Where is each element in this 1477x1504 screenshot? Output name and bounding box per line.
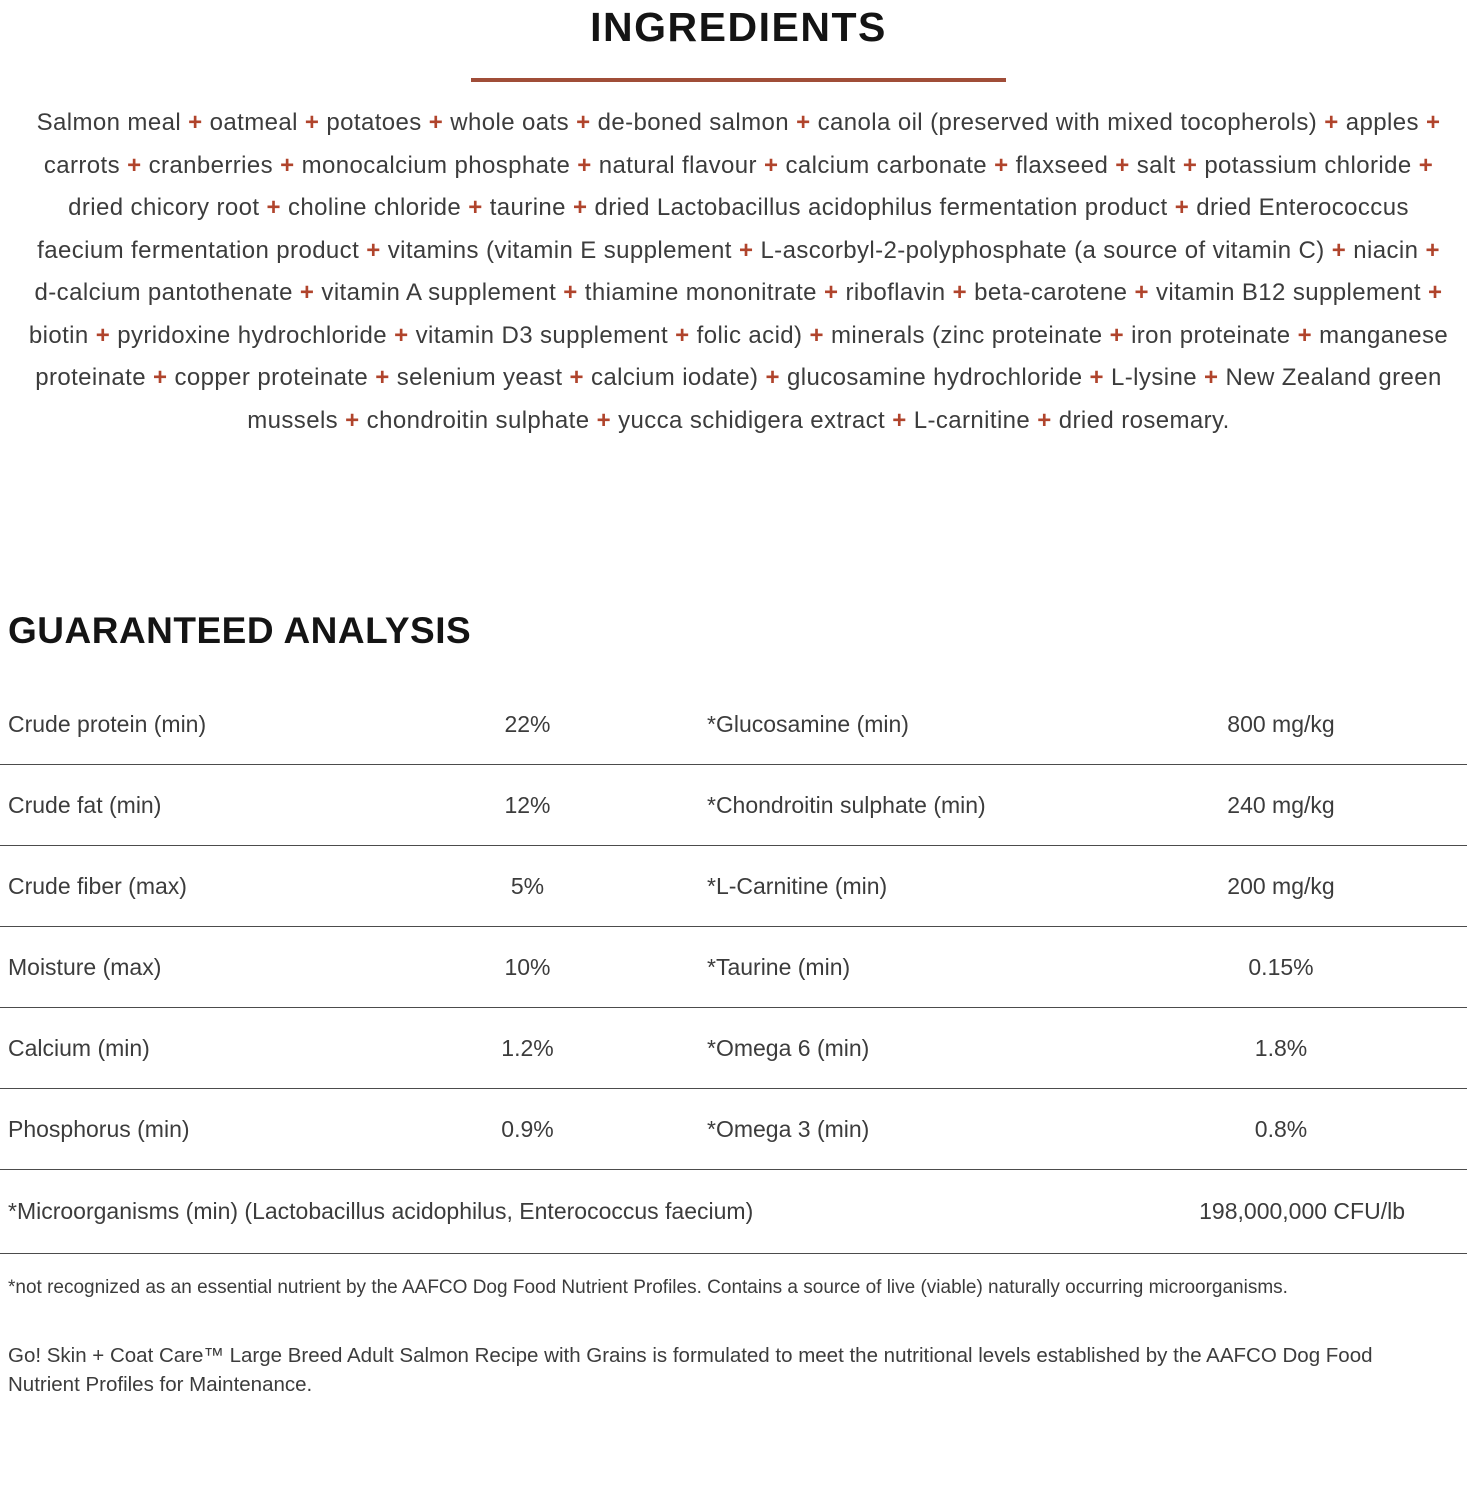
ingredient-segment: apples	[1345, 109, 1419, 136]
ga-nutrient-label: *Omega 6 (min)	[707, 1034, 870, 1061]
plus-separator: +	[809, 321, 824, 349]
ingredient-segment: L-carnitine	[913, 406, 1031, 434]
ga-row	[0, 927, 1467, 1008]
ingredient-segment: beta-carotene	[974, 279, 1128, 306]
ingredient-segment: vitamins (vitamin E supplement	[387, 236, 732, 264]
plus-separator: +	[675, 321, 690, 349]
ingredient-segment: whole oats	[450, 109, 570, 136]
ga-nutrient-value: 0.15%	[1248, 953, 1314, 980]
ingredient-segment: L-ascorbyl-2-polyphosphate (a source of vitamin C)	[760, 236, 1325, 264]
plus-separator: +	[366, 236, 381, 264]
ga-row-right	[695, 1116, 1467, 1143]
ingredient-segment: dried Enterococcus faecium fermentation product	[37, 194, 1409, 264]
plus-separator: +	[345, 406, 360, 434]
ingredient-segment: d-calcium pantothenate	[34, 279, 293, 306]
plus-separator: +	[892, 406, 907, 434]
ga-row-left	[0, 1035, 695, 1062]
ga-row	[0, 846, 1467, 927]
plus-separator: +	[304, 109, 320, 136]
ingredient-segment: chondroitin sulphate	[366, 406, 590, 434]
microorganisms-label: *Microorganisms (min) (Lactobacillus acidophilus, Enterococcus faecium)	[8, 1198, 754, 1224]
ga-row-right	[695, 711, 1467, 738]
plus-separator: +	[1109, 321, 1124, 349]
plus-separator: +	[573, 194, 588, 221]
ga-nutrient-value: 0.9%	[501, 1115, 554, 1142]
plus-separator: +	[576, 109, 591, 136]
ga-row-right	[695, 792, 1467, 819]
ingredient-segment: calcium iodate)	[590, 364, 759, 391]
plus-separator: +	[952, 279, 968, 306]
product-info-panel	[0, 4, 1477, 1399]
plus-separator: +	[577, 151, 592, 179]
ingredient-segment: de-boned salmon	[597, 109, 790, 136]
plus-separator: +	[763, 151, 779, 179]
ga-nutrient-label: Moisture (max)	[8, 953, 162, 980]
plus-separator: +	[994, 151, 1009, 179]
ga-nutrient-value: 0.8%	[1254, 1115, 1308, 1142]
guaranteed-analysis-title: GUARANTEED ANALYSIS	[8, 610, 472, 651]
ingredients-text	[27, 102, 1451, 442]
plus-separator: +	[1174, 194, 1190, 221]
ga-row	[0, 1008, 1467, 1089]
plus-separator: +	[1204, 364, 1219, 391]
plus-separator: +	[765, 364, 780, 391]
ingredient-segment: glucosamine hydrochloride	[786, 364, 1083, 391]
plus-separator: +	[824, 279, 839, 306]
plus-separator: +	[1182, 151, 1198, 179]
ingredient-segment: Salmon meal	[36, 109, 182, 136]
ingredient-segment: pyridoxine hydrochloride	[117, 321, 387, 349]
microorganisms-row	[0, 1170, 1467, 1254]
ga-nutrient-label: *Chondroitin sulphate (min)	[707, 791, 986, 818]
plus-separator: +	[468, 194, 483, 221]
ingredient-segment: niacin	[1353, 236, 1419, 264]
ga-row	[0, 765, 1467, 846]
ga-row-right	[695, 954, 1467, 981]
plus-separator: +	[1297, 321, 1312, 349]
ga-row	[0, 1089, 1467, 1170]
ga-nutrient-label: Crude protein (min)	[8, 710, 207, 737]
plus-separator: +	[1331, 236, 1347, 264]
ingredient-segment: dried chicory root	[68, 194, 260, 221]
ingredient-segment: monocalcium phosphate	[301, 151, 571, 179]
plus-separator: +	[299, 279, 315, 306]
ga-nutrient-label: *Glucosamine (min)	[707, 710, 909, 737]
ingredient-segment: taurine	[489, 194, 566, 221]
ingredient-segment: riboflavin	[845, 279, 946, 306]
microorganisms-value: 198,000,000 CFU/lb	[1199, 1198, 1405, 1224]
plus-separator: +	[153, 364, 168, 391]
ingredient-segment: canola oil (preserved with mixed tocopherols)	[817, 109, 1318, 136]
ingredient-segment: minerals (zinc proteinate	[831, 321, 1103, 349]
ingredient-segment: dried Lactobacillus acidophilus fermentation product	[594, 194, 1168, 221]
ingredient-segment: New Zealand green mussels	[247, 364, 1442, 434]
ingredient-segment: vitamin D3 supplement	[415, 321, 669, 349]
plus-separator: +	[266, 194, 281, 221]
ingredient-segment: carrots	[43, 151, 121, 179]
ga-nutrient-label: *L-Carnitine (min)	[707, 872, 888, 899]
ingredient-segment: calcium carbonate	[785, 151, 988, 179]
plus-separator: +	[796, 109, 811, 136]
ingredient-segment: yucca schidigera extract	[618, 406, 886, 434]
ingredient-segment: natural flavour	[598, 151, 757, 179]
ga-row-left	[0, 792, 695, 819]
ingredient-segment: salt	[1136, 151, 1176, 179]
ga-row-left	[0, 1116, 695, 1143]
plus-separator: +	[1425, 236, 1440, 264]
ga-row-left	[0, 711, 695, 738]
plus-separator: +	[1425, 109, 1441, 136]
plus-separator: +	[563, 279, 578, 306]
ingredient-segment: copper proteinate	[174, 364, 369, 391]
ga-nutrient-label: Calcium (min)	[8, 1034, 150, 1061]
ingredient-segment: L-lysine	[1111, 364, 1197, 391]
ga-nutrient-value: 10%	[504, 953, 551, 980]
ingredient-segment: choline chloride	[287, 194, 462, 221]
ingredient-segment: folic acid)	[696, 321, 803, 349]
title-underline-rule	[471, 78, 1006, 82]
ga-nutrient-value: 800 mg/kg	[1227, 710, 1335, 737]
plus-separator: +	[1115, 151, 1130, 179]
ingredient-segment: vitamin A supplement	[321, 279, 557, 306]
guaranteed-analysis-table	[0, 684, 1467, 1254]
plus-separator: +	[738, 236, 754, 264]
plus-separator: +	[188, 109, 203, 136]
plus-separator: +	[569, 364, 584, 391]
plus-separator: +	[1324, 109, 1339, 136]
plus-separator: +	[428, 109, 444, 136]
plus-separator: +	[127, 151, 142, 179]
ingredient-segment: oatmeal	[209, 109, 298, 136]
ga-nutrient-label: Crude fiber (max)	[8, 872, 187, 899]
formulation-statement: Go! Skin + Coat Care™ Large Breed Adult Salmon Recipe with Grains is formulated to meet the nutritional levels established by the AAFCO Dog Food Nutrient Profiles for Maintenance.	[8, 1344, 1373, 1396]
plus-separator: +	[1089, 364, 1104, 391]
ga-nutrient-value: 1.8%	[1254, 1034, 1308, 1061]
ga-row	[0, 684, 1467, 765]
plus-separator: +	[1428, 279, 1443, 306]
ga-rows-container	[0, 684, 1467, 1170]
ingredient-segment: selenium yeast	[396, 364, 563, 391]
ga-nutrient-value: 12%	[504, 791, 551, 818]
ga-row-left	[0, 954, 695, 981]
ga-row-left	[0, 873, 695, 900]
plus-separator: +	[1134, 279, 1149, 306]
ingredient-segment: vitamin B12 supplement	[1156, 279, 1421, 306]
ingredient-segment: potatoes	[326, 109, 422, 136]
ingredient-segment: flaxseed	[1015, 151, 1109, 179]
ingredients-title: INGREDIENTS	[590, 4, 887, 50]
plus-separator: +	[1037, 406, 1052, 434]
plus-separator: +	[394, 321, 409, 349]
ga-nutrient-label: *Omega 3 (min)	[707, 1115, 870, 1142]
ga-row-right	[695, 1035, 1467, 1062]
ga-nutrient-label: *Taurine (min)	[707, 953, 851, 980]
ga-nutrient-label: Phosphorus (min)	[8, 1115, 190, 1142]
plus-separator: +	[95, 321, 111, 349]
ingredient-segment: dried rosemary.	[1058, 406, 1230, 434]
ingredient-segment: biotin	[28, 321, 89, 349]
ga-nutrient-value: 200 mg/kg	[1227, 872, 1335, 899]
ingredient-segment: cranberries	[148, 151, 274, 179]
ga-row-right	[695, 873, 1467, 900]
ga-nutrient-value: 22%	[504, 710, 551, 737]
plus-separator: +	[280, 151, 295, 179]
aafco-footnote: *not recognized as an essential nutrient by the AAFCO Dog Food Nutrient Profiles. Contains a source of live (viable) naturally occurring microorganisms.	[8, 1277, 1288, 1298]
ingredient-segment: iron proteinate	[1131, 321, 1291, 349]
plus-separator: +	[596, 406, 611, 434]
ga-nutrient-value: 1.2%	[501, 1034, 554, 1061]
ingredient-segment: thiamine mononitrate	[584, 279, 817, 306]
ga-nutrient-label: Crude fat (min)	[8, 791, 162, 818]
ga-nutrient-value: 5%	[510, 872, 545, 899]
ingredient-segment: potassium chloride	[1204, 151, 1412, 179]
plus-separator: +	[375, 364, 390, 391]
ingredient-segment: manganese proteinate	[35, 321, 1449, 391]
ga-nutrient-value: 240 mg/kg	[1227, 791, 1335, 818]
plus-separator: +	[1418, 151, 1434, 179]
